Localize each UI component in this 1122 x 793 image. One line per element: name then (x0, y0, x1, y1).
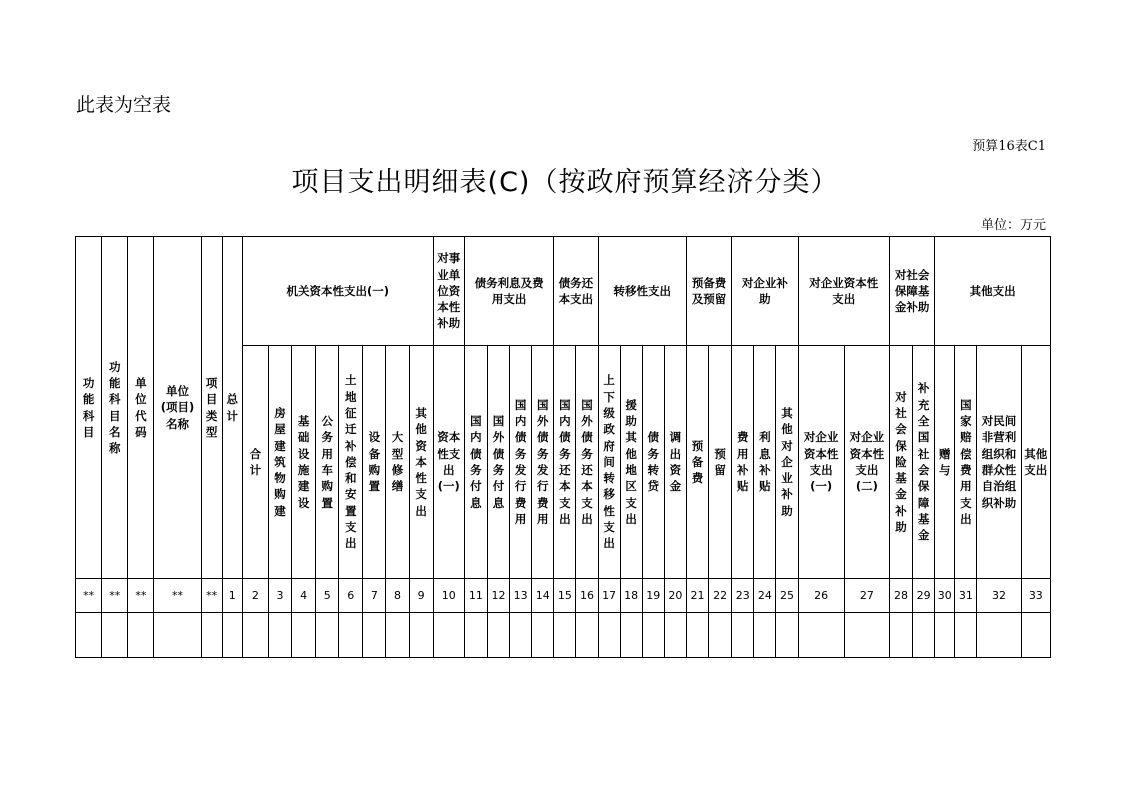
subcol-header: 合计 (242, 346, 268, 579)
index-cell: ** (102, 579, 128, 613)
empty-data-row (76, 613, 1051, 658)
subcol-header: 土地征迁补偿和安置支出 (339, 346, 363, 579)
data-cell[interactable] (642, 613, 664, 658)
group-header: 对社会保障基金补助 (889, 237, 934, 346)
index-cell: 19 (642, 579, 664, 613)
data-cell[interactable] (798, 613, 844, 658)
index-cell: 6 (339, 579, 363, 613)
subcol-header: 援助其他地区支出 (620, 346, 642, 579)
data-cell[interactable] (102, 613, 128, 658)
subcol-header: 设备购置 (363, 346, 386, 579)
index-cell: 14 (532, 579, 554, 613)
table-code: 预算16表C1 (972, 139, 1046, 154)
subcol-header: 国外债务付息 (487, 346, 509, 579)
index-cell: 12 (487, 579, 509, 613)
subcol-header: 其他对企业补助 (776, 346, 798, 579)
group-header: 机关资本性支出(一) (242, 237, 433, 346)
index-cell: 20 (664, 579, 686, 613)
col-total: 总计 (222, 237, 242, 579)
data-cell[interactable] (532, 613, 554, 658)
data-cell[interactable] (76, 613, 102, 658)
data-cell[interactable] (620, 613, 642, 658)
header-row-groups (76, 237, 1051, 346)
data-cell[interactable] (1021, 613, 1050, 658)
index-cell: 7 (363, 579, 386, 613)
index-cell: 29 (913, 579, 935, 613)
data-cell[interactable] (510, 613, 532, 658)
empty-table-note: 此表为空表 (76, 94, 172, 116)
data-cell[interactable] (776, 613, 798, 658)
subcol-header: 预备费 (686, 346, 708, 579)
data-cell[interactable] (339, 613, 363, 658)
data-cell[interactable] (598, 613, 620, 658)
data-cell[interactable] (844, 613, 889, 658)
data-cell[interactable] (487, 613, 509, 658)
subcol-header: 预留 (709, 346, 732, 579)
col-proj-type: 项目类型 (201, 237, 222, 579)
index-cell: 27 (844, 579, 889, 613)
data-cell[interactable] (154, 613, 201, 658)
subcol-header: 公务用车购置 (316, 346, 339, 579)
group-header: 转移性支出 (598, 237, 686, 346)
index-cell: 28 (889, 579, 912, 613)
subcol-header: 其他支出 (1021, 346, 1050, 579)
index-cell: 16 (576, 579, 598, 613)
index-cell: 5 (316, 579, 339, 613)
group-header: 预备费及预留 (686, 237, 731, 346)
data-cell[interactable] (576, 613, 598, 658)
subcol-header: 其他资本性支出 (409, 346, 433, 579)
index-cell: 13 (510, 579, 532, 613)
index-cell: 1 (222, 579, 242, 613)
data-cell[interactable] (935, 613, 955, 658)
subcol-header: 调出资金 (664, 346, 686, 579)
group-header: 对企业补助 (732, 237, 798, 346)
subcol-header: 资本性支出(一) (433, 346, 464, 579)
index-cell: 9 (409, 579, 433, 613)
index-cell: 3 (268, 579, 291, 613)
index-cell: 15 (554, 579, 576, 613)
index-cell: 21 (686, 579, 708, 613)
index-cell: 23 (732, 579, 754, 613)
data-cell[interactable] (292, 613, 316, 658)
subcol-header: 对企业资本性支出(一) (798, 346, 844, 579)
data-cell[interactable] (433, 613, 464, 658)
data-cell[interactable] (889, 613, 912, 658)
index-cell: 22 (709, 579, 732, 613)
index-cell: 26 (798, 579, 844, 613)
subcol-header: 对民间非营利组织和群众性自治组织补助 (977, 346, 1021, 579)
index-cell: ** (154, 579, 201, 613)
group-header: 其他支出 (935, 237, 1051, 346)
subcol-header: 国外债务发行费用 (532, 346, 554, 579)
group-header: 债务利息及费用支出 (464, 237, 553, 346)
subcol-header: 国内债务付息 (464, 346, 487, 579)
data-cell[interactable] (754, 613, 776, 658)
index-cell: 17 (598, 579, 620, 613)
subcol-header: 基础设施建设 (292, 346, 316, 579)
subcol-header: 国内债务发行费用 (510, 346, 532, 579)
subcol-header: 利息补贴 (754, 346, 776, 579)
data-cell[interactable] (409, 613, 433, 658)
col-func-name: 功能科目名称 (102, 237, 128, 579)
index-cell: ** (128, 579, 154, 613)
subcol-header: 国内债务还本支出 (554, 346, 576, 579)
index-cell: 31 (955, 579, 977, 613)
subcol-header: 债务转贷 (642, 346, 664, 579)
index-cell: 4 (292, 579, 316, 613)
subcol-header: 补充全国社会保障基金 (913, 346, 935, 579)
subcol-header: 大型修缮 (386, 346, 409, 579)
unit-label: 单位：万元 (980, 218, 1046, 233)
index-cell: 18 (620, 579, 642, 613)
data-cell[interactable] (686, 613, 708, 658)
index-cell: 11 (464, 579, 487, 613)
data-cell[interactable] (464, 613, 487, 658)
col-unit-name: 单位(项目)名称 (154, 237, 201, 579)
data-cell[interactable] (201, 613, 222, 658)
data-cell[interactable] (709, 613, 732, 658)
subcol-header: 国外债务还本支出 (576, 346, 598, 579)
subcol-header: 上下级政府间转移性支出 (598, 346, 620, 579)
data-cell[interactable] (955, 613, 977, 658)
index-cell: 8 (386, 579, 409, 613)
index-cell: 10 (433, 579, 464, 613)
subcol-header: 费用补贴 (732, 346, 754, 579)
subcol-header: 房屋建筑物购建 (268, 346, 291, 579)
data-cell[interactable] (222, 613, 242, 658)
col-func-subject: 功能科目 (76, 237, 102, 579)
data-cell[interactable] (242, 613, 268, 658)
data-cell[interactable] (977, 613, 1021, 658)
data-cell[interactable] (554, 613, 576, 658)
subcol-header: 赠与 (935, 346, 955, 579)
index-cell: ** (201, 579, 222, 613)
group-header: 对事业单位资本性补助 (433, 237, 464, 346)
page-title: 项目支出明细表(C)（按政府预算经济分类） (291, 167, 839, 198)
budget-table (75, 236, 1051, 658)
data-cell[interactable] (386, 613, 409, 658)
index-cell: 24 (754, 579, 776, 613)
data-cell[interactable] (268, 613, 291, 658)
data-cell[interactable] (664, 613, 686, 658)
data-cell[interactable] (732, 613, 754, 658)
data-cell[interactable] (913, 613, 935, 658)
data-cell[interactable] (316, 613, 339, 658)
index-cell: 2 (242, 579, 268, 613)
index-cell: 25 (776, 579, 798, 613)
index-cell: 32 (977, 579, 1021, 613)
data-cell[interactable] (128, 613, 154, 658)
col-unit-code: 单位代码 (128, 237, 154, 579)
group-header: 债务还本支出 (554, 237, 598, 346)
subcol-header: 对社会保险基金补助 (889, 346, 912, 579)
index-row (76, 579, 1051, 613)
index-cell: 33 (1021, 579, 1050, 613)
index-cell: 30 (935, 579, 955, 613)
group-header: 对企业资本性支出 (798, 237, 889, 346)
index-cell: ** (76, 579, 102, 613)
data-cell[interactable] (363, 613, 386, 658)
subcol-header: 国家赔偿费用支出 (955, 346, 977, 579)
subcol-header: 对企业资本性支出(二) (844, 346, 889, 579)
